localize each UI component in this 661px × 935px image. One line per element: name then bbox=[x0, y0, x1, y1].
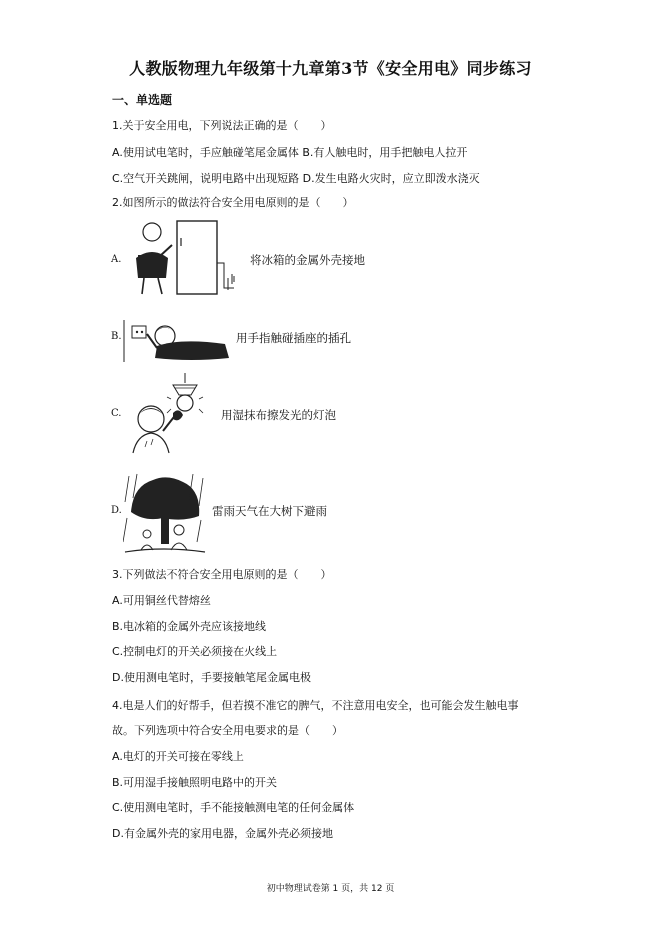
q2-option-letter: C. bbox=[111, 408, 122, 419]
page-title: 人教版物理九年级第十九章第3节《安全用电》同步练习 bbox=[129, 59, 532, 78]
thunderstorm-tree-illustration bbox=[123, 472, 207, 554]
q2-stem: 2.如图所示的做法符合安全用电原则的是（ ） bbox=[112, 196, 354, 209]
q1-options-row1: A.使用试电笔时，手应触碰笔尾金属体 B.有人触电时，用手把触电人拉开 bbox=[112, 146, 468, 159]
socket-touching-illustration bbox=[121, 318, 233, 364]
q2-option-caption: 将冰箱的金属外壳接地 bbox=[250, 253, 365, 267]
q4-stem-line1: 4.电是人们的好帮手，但若摸不准它的脾气，不注意用电安全，也可能会发生触电事 bbox=[112, 699, 519, 712]
q2-option-caption: 雷雨天气在大树下避雨 bbox=[212, 504, 327, 518]
q4-option: D.有金属外壳的家用电器，金属外壳必须接地 bbox=[112, 827, 333, 840]
q1-stem: 1.关于安全用电，下列说法正确的是（ ） bbox=[112, 119, 332, 132]
fridge-grounding-illustration bbox=[122, 218, 244, 298]
q3-option: B.电冰箱的金属外壳应该接地线 bbox=[112, 620, 267, 633]
q3-option: A.可用铜丝代替熔丝 bbox=[112, 594, 211, 607]
page-footer: 初中物理试卷第 1 页，共 12 页 bbox=[266, 884, 395, 894]
q2-option-caption: 用湿抹布擦发光的灯泡 bbox=[221, 408, 336, 422]
q4-option: A.电灯的开关可接在零线上 bbox=[112, 750, 244, 763]
q4-option: C.使用测电笔时，手不能接触测电笔的任何金属体 bbox=[112, 801, 355, 814]
wet-cloth-bulb-illustration bbox=[123, 373, 215, 455]
section-heading: 一、单选题 bbox=[112, 93, 173, 107]
q3-option: C.控制电灯的开关必须接在火线上 bbox=[112, 645, 278, 658]
q3-stem: 3.下列做法不符合安全用电原则的是（ ） bbox=[112, 568, 332, 581]
q2-option-letter: A. bbox=[111, 254, 122, 265]
q3-option: D.使用测电笔时，手要接触笔尾金属电极 bbox=[112, 671, 311, 684]
q4-option: B.可用湿手接触照明电路中的开关 bbox=[112, 776, 278, 789]
q1-options-row2: C.空气开关跳闸，说明电路中出现短路 D.发生电路火灾时，应立即泼水浇灭 bbox=[112, 172, 480, 185]
q2-option-letter: D. bbox=[111, 505, 122, 516]
q4-stem-line2: 故。下列选项中符合安全用电要求的是（ ） bbox=[112, 724, 343, 737]
q2-option-letter: B. bbox=[111, 331, 122, 342]
q2-option-caption: 用手指触碰插座的插孔 bbox=[236, 331, 351, 345]
